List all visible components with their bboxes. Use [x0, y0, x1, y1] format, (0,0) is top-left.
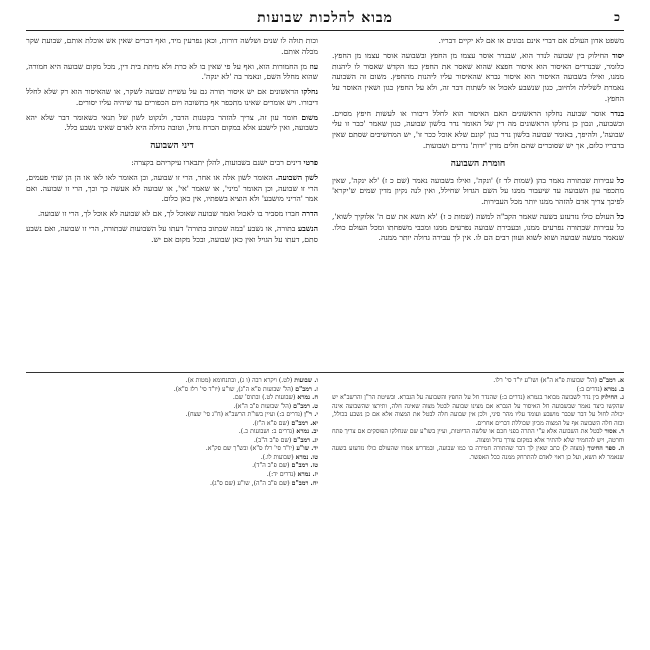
paragraph-lead: הדרה	[301, 209, 318, 219]
footnote-label: י. ר"ן	[304, 411, 318, 419]
paragraph-lead: נחלקו	[301, 87, 318, 97]
paragraph	[332, 36, 624, 47]
footnote-text: (נדרים ב: ושבועות כ.).	[238, 428, 295, 436]
footnote-label: יג. רמב"ם	[293, 436, 318, 444]
paragraph	[332, 109, 624, 152]
footnote-label: א. רמב"ם	[598, 377, 624, 384]
footnote-list	[332, 377, 624, 462]
paragraph	[26, 209, 318, 220]
paragraph	[26, 158, 318, 169]
paragraph	[26, 173, 318, 205]
main-text	[26, 36, 624, 366]
footnote-label: ח. נמרא	[297, 394, 318, 402]
paragraph-text: אוסר שבועה נחלקו הראשונים האם האיסור הוא לחלל דיבורו או לעשות חיפץ מסוים. ובשבועה, ונכון כן נחלקו הראשונים מה דין של האומר נדר בלשון שבועה, כגון שאמר 'כבר זו עלי שבועה', ולהיפך, באומר שבועה בלשון נדר כגון 'קונם שלא אוכל ככר זו', יש המחשיבים שסתם שאין בדבריו כלום, אך יש שסוברים שהם חלים מדין 'ידות' נדרים ושבועות.	[332, 108, 624, 151]
footnote-text: (שם פ"א ה"ז).	[252, 419, 290, 427]
footnote-label: יד. שו"ע	[296, 445, 318, 453]
footnote-text: (מצוה ל) כתב שאין לך דבר שהתורה חמירה בו כמו שבועה, ובמדרש אמרו שהעולם כולו נזדעזע בשעה שנאמר לא תשא, ועל כן ראוי לאדם להתרחק ממנה ככל האפשר.	[332, 445, 624, 461]
footnotes-right	[332, 377, 624, 639]
footnote	[26, 471, 318, 480]
paragraph	[26, 224, 318, 246]
paragraph	[26, 113, 318, 135]
paragraph-lead: בנדר	[610, 108, 624, 118]
footnote-list	[26, 377, 318, 488]
footnote	[26, 420, 318, 429]
footnotes	[26, 372, 624, 639]
footnote	[26, 480, 318, 489]
paragraph-text: דינים רבים ישנם בשבועות, להלן יתבארו עיקריהם בקצרה:	[131, 158, 302, 168]
paragraph-text: וכות תולה לו שנים ושלשה דורות, וכאן נפרעין מיד, ואף דברים שאין אש אוכלת אותם, שבועת שקר מכלה אותם.	[26, 36, 318, 56]
page-number: כ	[614, 10, 620, 24]
paragraph	[332, 176, 624, 208]
section-heading: דיני השבועה	[150, 141, 194, 152]
footnote-label: ג. החילוק	[600, 394, 624, 402]
paragraph-text: חומר עון זה, צריך להזהר בקטנות הדבר, ולנקוט לשון של תנאי כשאומר דבר שלא יהא כשבועה, ואין לישבע אלא במקום הכרח גדול, וטובה גדולה היא לאדם שאינו נשבע כלל.	[26, 112, 318, 133]
footnote-text: (לט.) ויקרא רבה (ו ג), ובתנחומא (מטות א).	[185, 377, 293, 384]
footnote-label: טז. רמב"ם	[291, 462, 318, 470]
footnote	[26, 462, 318, 471]
footnote-text: (שם פ"ב ה"ה), שו"ע (שם ס"ג).	[209, 479, 290, 487]
section-heading: חומרת השבועה	[450, 158, 506, 169]
paragraph	[332, 51, 624, 105]
footnote-text: (שם פ"ב ה"ד).	[252, 462, 290, 470]
footnote-text: (יו"ד סי' רלז ס"א) ובש"ך שם סק"א.	[205, 445, 295, 453]
footnote	[332, 377, 624, 386]
paragraph-text: בתורה, או נשבע 'במה שכתוב בתורה' דעתו על השבועות שבתורה, הרי זו שבועה, ואם נשבע סתם, דעתו על הגויל ואין כאן שבועה, ובכל מקום אם יש.	[26, 223, 318, 244]
footnote	[332, 428, 624, 445]
footnote-label: ט. רמב"ם	[293, 402, 318, 410]
paragraph-text: האומר לשון אלה או אחר, הרי זו שבועה, וכן האומר לאו לאו או הן הן שתי פעמים, הרי זו שבועה, וכן האומר 'מיני', או שאמר 'אי', או שבועה לא אעשה כך וכך, הרי זו שבועה. ואם אמר 'הריני מושבע' ולא הוציא בשפתיו, אין כאן כלום.	[26, 172, 318, 204]
paragraph-text: הראשונים אם יש איסור תורה גם על עשיית שבועה לשקר, או שהאיסור הוא רק שלא לחלל דיבורו. ויש אומרים שאינו מתכפר אף בתשובה ויום הכפורים עד שיהיה עליו יסורים.	[26, 87, 318, 107]
paragraph-lead: משום	[301, 112, 318, 122]
footnote	[26, 386, 318, 395]
footnote-text: (הל' שבועות פ"א ה"ג), שו"ע (יו"ד סי' רלז ס"א).	[173, 385, 294, 393]
header-rule	[26, 30, 624, 31]
paragraph-lead: יסוד	[612, 50, 624, 60]
footnote	[332, 445, 624, 462]
left-column	[26, 36, 318, 366]
footnote-label: ד. אסור	[604, 428, 624, 436]
footnote-text: (נדרים יד:).	[266, 471, 296, 479]
paragraph	[332, 212, 624, 244]
paragraph-text: העולם כולו נזדעזע בשעה שאמר הקב"ה למשה (שמות כ ז) 'לא תשא את שם ה' אלוקיך לשוא', כל עבירות שבתורה נפרעים ממנו, ובעבירת שבועה נפרעים ממנו ומכבי משפחתו ומכל העולם כולו. שנאמר מעשה שבועה ושוא לשוא ועוון רבים הם לו. אין לך עבירה גדולה יותר ממנה.	[332, 211, 624, 243]
footnote	[26, 445, 318, 454]
footnote-label: ז. רמב"ם	[295, 385, 318, 393]
footnote-label: יח. רמב"ם	[291, 479, 318, 487]
page-header	[26, 8, 624, 28]
footnote	[26, 394, 318, 403]
footnote-text: (הל' שבועות פ"ב ה"א).	[233, 402, 292, 410]
paragraph-text: חברו מסביר בו לאכול ואמר שבועה שאוכל לך, אם לא שבועה לא אוכל לך, הרי זו שבועה.	[37, 209, 300, 219]
paragraph-text: החילוק בין שבועה לנדר הוא, שבנדר אוסר עצמו מן החפץ ובשבועה אוסר עצמו מן החפץ. כלומר, שבנדרים האיסור הוא איסור חפצא שהוא שאסר את החפץ כמו הקדש שאסור לו ליהנות ממנו, ואילו בשבועה האיסור הוא איסור גברא שהאיסור עליו ליהנות מהחפץ. משום זה השבועה נאמרת לשלילה ולחיוב, כגון שנשבע לאכול או לשתות דבר זה, ולא על החפץ כגון ושאין האוסר על החפץ.	[332, 50, 624, 103]
footnote-label: ה. ספר החינוך	[587, 445, 624, 453]
page-title: מבוא להלכות שבועות	[257, 9, 393, 26]
paragraph-text: עבירות שבתורה נאמר בהן (שמות לד ז) 'ונקה', ואילו בשבועה נאמר (שם כ ז) 'לא ינקה', שאין מתכפר עון השבועה עד שיעבור ממנו על השם הגדול שחילל, ואין לנה נקיון מדין שמים ש'יקרא' לפיכך צריך אדם להזהר ממנו יותר מכל העבירות.	[332, 175, 624, 207]
footnote-text: בין נדר לשבועה מבואר בגמרא (נדרים ב:) שהנדר חל על החפץ והשבועה על הגברא. ובשיטת הר"ן והרשב"א יש שהקשו כיצד נאמר שבשבועה חל האיסור על הגברא אם מצינו שבועה לבטל מצוה שאינה חלה, ותירצו שהשבועה אינה יכולה לחול על דבר שכבר מושבע ועומד עליו מהר סיני, ולכן אין שבועה חלה לבטל את המצוה אלא אם כן נשבע בכולל, ובזה חלה השבועה אף על המצוה מכיון שכוללת דברים אחרים.	[332, 394, 624, 427]
paragraph-text: משפט אדון העולם אם דברי אינם נכונים או אם לא יקיים דבריו.	[438, 36, 624, 45]
footnote	[26, 411, 318, 420]
footnote-text: (שבועות לו.).	[260, 453, 294, 461]
footnote-label: טו. נמרא	[295, 453, 318, 461]
footnote	[26, 454, 318, 463]
footnote-label: יא. רמב"ם	[291, 419, 318, 427]
footnote-label: יב. נמרא	[296, 428, 318, 436]
paragraph	[26, 62, 318, 84]
right-column	[332, 36, 624, 366]
footnote	[332, 386, 624, 395]
footnote-text: (שם פ"ב ה"ב).	[253, 436, 292, 444]
footnote-text: (נדרים ב:)	[576, 385, 603, 393]
footnote	[26, 377, 318, 386]
footnote-text: לבטל את השבועה אלא ע"י התרה בפני חכם או שלשה הדיוטות, ועיין בשו"ע שם שנחלקו הפוסקים אם צריך פתח וחרטה, ויש להחמיר שלא להתיר אלא במקום צורך גדול ומצוה.	[332, 428, 624, 444]
footnote-text: (שבועות לט.) ובתוס' שם.	[232, 394, 296, 402]
paragraph-lead: הנשבע	[297, 223, 318, 233]
footnote-text: (הל' שבועות פ"א ה"א) ושו"ע יו"ד סי' רלו.	[493, 377, 597, 384]
paragraph-lead: עוז	[309, 61, 318, 71]
footnote-text: (נדרים ב:) ועיין בשו"ת הרשב"א (ח"ג סי' שצח).	[185, 411, 303, 419]
paragraph-text: מן החמורות הוא, ואף על פי שאין בו לא כרת ולא מיתת בית דין, מכל מקום שבועה היא חמורה, שהוא מחלל השם, ונאמר בה 'לא ינקה'.	[26, 61, 318, 82]
footnote-label: יז. נמרא	[297, 471, 318, 479]
paragraph-lead: פרטי	[303, 158, 318, 168]
footnote	[26, 437, 318, 446]
paragraph-lead: לשון השבועה.	[275, 172, 318, 182]
footnote	[332, 394, 624, 428]
paragraph-lead: כל	[616, 175, 624, 185]
paragraph	[26, 87, 318, 109]
paragraph	[26, 36, 318, 58]
footnote-label: ב. נמרא	[604, 385, 624, 393]
paragraph-lead: כל	[616, 211, 624, 221]
footnote	[26, 403, 318, 412]
footnote-label: ו. שבועות	[294, 377, 318, 384]
footnote	[26, 428, 318, 437]
footnotes-left	[26, 377, 318, 639]
